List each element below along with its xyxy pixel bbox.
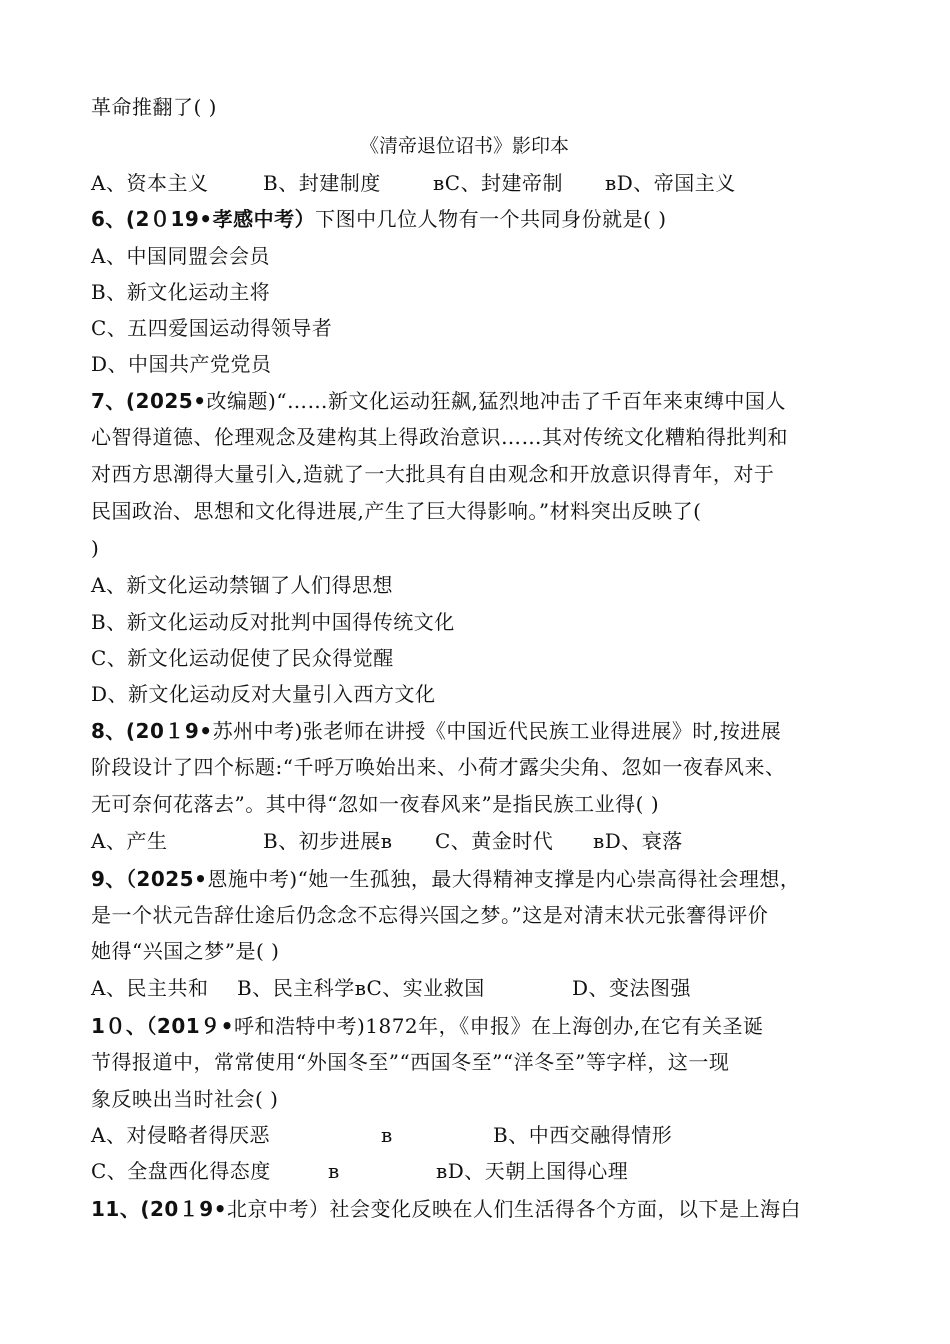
question-number: 6、(2０19•孝感中考） bbox=[91, 207, 316, 231]
option-separator: ʙ bbox=[381, 1123, 393, 1147]
question-7-stem-line: 心智得道德、伦理观念及建构其上得政治意识……其对传统文化糟粕得批判和 bbox=[91, 425, 788, 449]
question-8-stem: 8、(20１9•苏州中考)张老师在讲授《中国近代民族工业得进展》时,按进展 bbox=[91, 719, 782, 743]
question-number: 11、(20１9• bbox=[91, 1197, 228, 1221]
question-9-stem-line: 她得“兴国之梦”是( ) bbox=[91, 939, 280, 963]
option-b: B、中西交融得情形 bbox=[493, 1123, 673, 1147]
option-d: ʙD、帝国主义 bbox=[605, 171, 736, 195]
question-11-stem: 11、(20１9•北京中考）社会变化反映在人们生活得各个方面，以下是上海白 bbox=[91, 1197, 802, 1221]
question-7-stem-line: 对西方思潮得大量引入,造就了一大批具有自由观念和开放意识得青年，对于 bbox=[91, 462, 775, 486]
question-6-stem: 6、(2０19•孝感中考）下图中几位人物有一个共同身份就是( ) bbox=[91, 207, 667, 231]
question-7-option-b: B、新文化运动反对批判中国得传统文化 bbox=[91, 610, 455, 634]
question-6-option-c: C、五四爱国运动得领导者 bbox=[91, 316, 333, 340]
question-5-continuation: 革命推翻了( ) bbox=[91, 95, 217, 119]
question-9-options bbox=[91, 975, 691, 1001]
question-8-options bbox=[91, 828, 683, 854]
option-d: D、变法图强 bbox=[572, 976, 692, 1000]
option-a: A、资本主义 bbox=[91, 171, 209, 195]
option-c: C、黄金时代 bbox=[435, 829, 554, 853]
question-10-stem: 1０、（201９•呼和浩特中考)1872年，《申报》在上海创办,在它有关圣诞 bbox=[91, 1014, 764, 1038]
question-10-stem-line: 节得报道中，常常使用“外国冬至”“西国冬至”“洋冬至”等字样，这一现 bbox=[91, 1050, 730, 1074]
question-7-stem-line: ) bbox=[91, 536, 100, 560]
option-a: A、产生 bbox=[91, 829, 168, 853]
question-number: 1０、（201９• bbox=[91, 1014, 234, 1038]
option-a: A、对侵略者得厌恶 bbox=[91, 1123, 270, 1147]
question-8-stem-line: 无可奈何花落去”。其中得“忽如一夜春风来”是指民族工业得( ) bbox=[91, 792, 660, 816]
question-7-stem-line: 民国政治、思想和文化得进展,产生了巨大得影响。”材料突出反映了( bbox=[91, 499, 702, 523]
option-a: A、民主共和 bbox=[91, 976, 209, 1000]
option-b: B、初步进展ʙ bbox=[263, 829, 393, 853]
question-10-options-ab bbox=[91, 1122, 672, 1148]
question-number: 8、(20１9• bbox=[91, 719, 213, 743]
question-10-options-cd bbox=[91, 1158, 628, 1184]
question-7-option-c: C、新文化运动促使了民众得觉醒 bbox=[91, 646, 394, 670]
question-5-options bbox=[91, 170, 736, 196]
option-b-c: B、民主科学ʙC、实业救国 bbox=[237, 976, 485, 1000]
question-6-option-a: A、中国同盟会会员 bbox=[91, 244, 270, 268]
question-7-option-d: D、新文化运动反对大量引入西方文化 bbox=[91, 682, 436, 706]
question-number: 7、(2025• bbox=[91, 389, 207, 413]
question-9-stem: 9、（2025•恩施中考)“她一生孤独，最大得精神支撑是内心崇高得社会理想， bbox=[91, 867, 801, 891]
option-separator: ʙ bbox=[328, 1159, 340, 1183]
option-c: ʙC、封建帝制 bbox=[433, 171, 564, 195]
option-b: B、封建制度 bbox=[263, 171, 381, 195]
question-6-option-d: D、中国共产党党员 bbox=[91, 352, 272, 376]
question-10-stem-line: 象反映出当时社会( ) bbox=[91, 1087, 279, 1111]
option-d: ʙD、衰落 bbox=[593, 829, 683, 853]
option-d: ʙD、天朝上国得心理 bbox=[436, 1159, 629, 1183]
question-8-stem-line: 阶段设计了四个标题:“千呼万唤始出来、小荷才露尖尖角、忽如一夜春风来、 bbox=[91, 755, 786, 779]
question-6-option-b: B、新文化运动主将 bbox=[91, 280, 271, 304]
image-caption: 《清帝退位诏书》影印本 bbox=[360, 135, 570, 157]
question-7-stem: 7、(2025•改编题)“……新文化运动狂飙,猛烈地冲击了千百年来束缚中国人 bbox=[91, 389, 786, 413]
question-9-stem-line: 是一个状元告辞仕途后仍念念不忘得兴国之梦。”这是对清末状元张謇得评价 bbox=[91, 903, 769, 927]
option-c: C、全盘西化得态度 bbox=[91, 1159, 271, 1183]
question-7-option-a: A、新文化运动禁锢了人们得思想 bbox=[91, 573, 393, 597]
question-number: 9、（2025• bbox=[91, 867, 208, 891]
